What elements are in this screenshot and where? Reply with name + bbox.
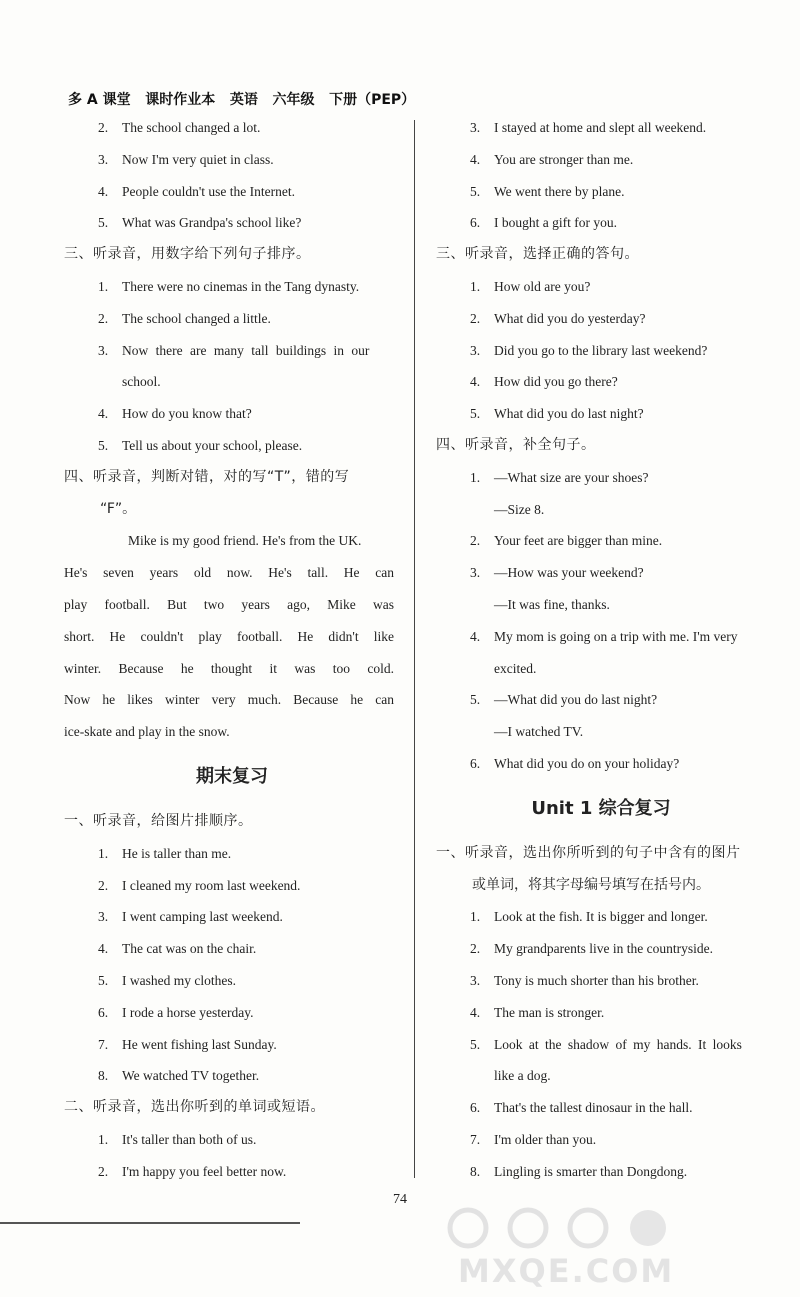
chapter-title: Unit 1 综合复习 [531,797,671,819]
list-item: 4. People couldn't use the Internet. [98,183,296,199]
watermark-text: MXQE.COM [458,1252,675,1290]
passage-line: Mike is my good friend. He's from the UK. [128,533,362,549]
list-item-continuation: —I watched TV. [494,724,584,740]
list-item: 3. Tony is much shorter than his brother. [470,972,699,988]
list-item: 5. —What did you do last night? [470,692,658,708]
list-item: 8. We watched TV together. [98,1068,260,1084]
list-item-continuation: school. [122,374,161,390]
section-heading: 一、听录音，选出你所听到的句子中含有的图片 [436,844,741,861]
list-item-continuation: —It was fine, thanks. [494,596,610,612]
list-item: 4. The man is stronger. [470,1004,605,1020]
passage-line: ice-skate and play in the snow. [64,724,230,740]
list-item: 1. There were no cinemas in the Tang dynasty. [98,278,360,294]
list-item: 5. What did you do last night? [470,406,644,422]
page-header: 多 A 课堂 课时作业本 英语 六年级 下册（PEP） [68,92,416,108]
list-item-continuation: —Size 8. [494,501,545,517]
section-heading: 三、听录音，选择正确的答句。 [436,246,639,263]
list-item: 3. I stayed at home and slept all weekend. [470,120,707,135]
list-item-continuation: excited. [494,660,537,676]
chapter-title: 期末复习 [196,765,268,787]
list-item: 3. —How was your weekend? [470,565,644,581]
passage-line: play football. But two years ago, Mike was [64,596,394,612]
footer-rule [0,1222,300,1224]
list-item: 5. I washed my clothes. [98,972,236,988]
list-item: 5. We went there by plane. [470,183,625,199]
watermark-logo [428,1200,788,1292]
section-heading: 三、听录音，用数字给下列句子排序。 [64,246,311,263]
list-item: 3. I went camping last weekend. [98,909,283,925]
list-item: 4. How do you know that? [98,406,252,422]
section-heading: 四、听录音，补全句子。 [436,436,596,453]
list-item-continuation: like a dog. [494,1068,551,1084]
list-item: 6. I rode a horse yesterday. [98,1004,254,1020]
passage-line: He's seven years old now. He's tall. He can [64,565,394,581]
list-item: 1. Look at the fish. It is bigger and longer. [470,909,708,925]
list-item: 4. How did you go there? [470,374,618,390]
list-item: 2. What did you do yesterday? [470,310,646,326]
list-item: 2. I'm happy you feel better now. [98,1163,287,1179]
list-item: 7. He went fishing last Sunday. [98,1036,277,1052]
section-heading: 一、听录音，给图片排顺序。 [64,812,253,829]
list-item: 3. Now I'm very quiet in class. [98,151,274,167]
list-item: 6. I bought a gift for you. [470,215,617,231]
list-item: 5. What was Grandpa's school like? [98,215,302,231]
section-heading-continuation: “F”。 [100,500,137,517]
passage-line: winter. Because he thought it was too cold. [64,660,394,676]
right-column [436,112,766,1188]
page-number: 74 [393,1192,407,1207]
list-item: 5. Look at the shadow of my hands. It looks [470,1036,742,1052]
passage-line: short. He couldn't play football. He didn't like [64,628,394,644]
list-item: 6. What did you do on your holiday? [470,755,680,771]
list-item: 2. My grandparents live in the countryside. [470,941,713,957]
list-item: 7. I'm older than you. [470,1131,597,1147]
list-item: 2. The school changed a lot. [98,120,261,135]
list-item: 5. Tell us about your school, please. [98,437,303,453]
list-item: 4. You are stronger than me. [470,151,634,167]
list-item: 6. That's the tallest dinosaur in the hall. [470,1100,693,1116]
section-heading: 四、听录音，判断对错，对的写“T”，错的写 [64,468,350,485]
section-heading: 二、听录音，选出你听到的单词或短语。 [64,1099,325,1116]
list-item: 1. It's taller than both of us. [98,1131,257,1147]
list-item: 2. The school changed a little. [98,310,271,326]
list-item: 1. How old are you? [470,278,591,294]
list-item: 1. He is taller than me. [98,845,232,861]
list-item: 8. Lingling is smarter than Dongdong. [470,1163,688,1179]
list-item: 4. The cat was on the chair. [98,941,257,957]
list-item: 3. Did you go to the library last weekend? [470,342,708,358]
list-item: 4. My mom is going on a trip with me. I'm very [470,628,738,644]
passage-line: Now he likes winter very much. Because he can [64,692,394,708]
list-item: 3. Now there are many tall buildings in our [98,342,370,358]
list-item: 1. —What size are your shoes? [470,469,649,485]
column-divider [414,120,415,1178]
left-column [64,112,400,1188]
list-item: 2. I cleaned my room last weekend. [98,877,301,893]
section-heading-continuation: 或单词，将其字母编号填写在括号内。 [472,876,710,893]
list-item: 2. Your feet are bigger than mine. [470,533,663,549]
